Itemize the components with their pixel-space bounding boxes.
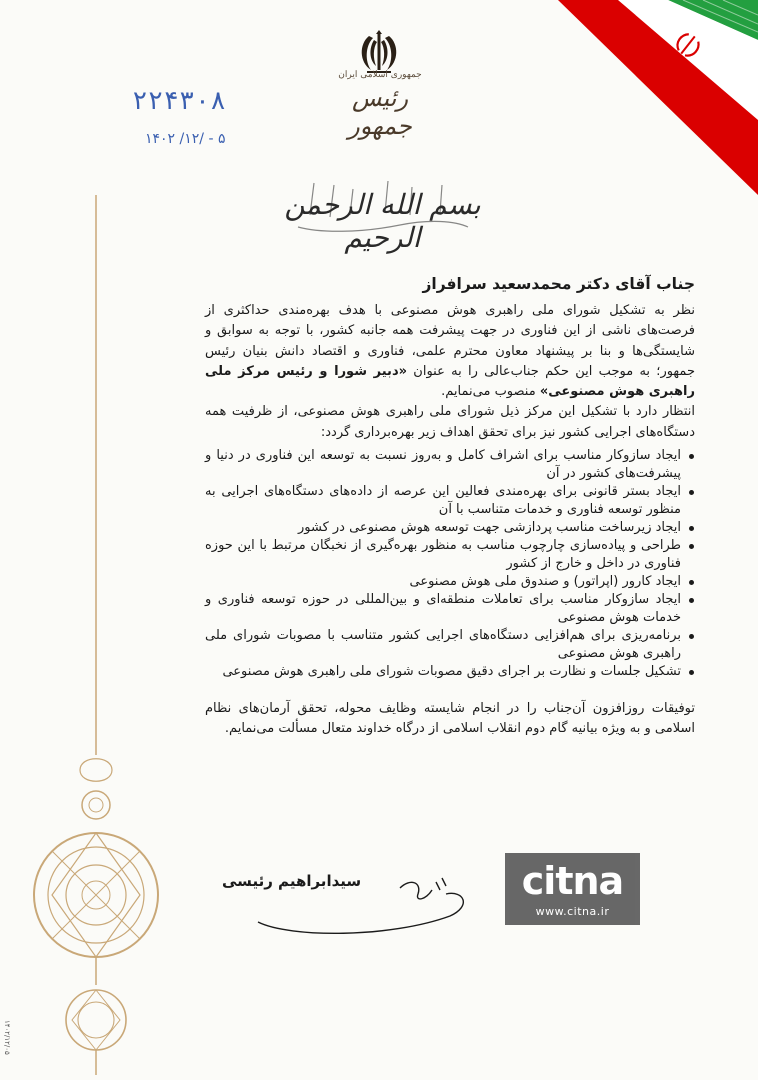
citna-logo: citna — [521, 859, 624, 903]
goal-item: تشکیل جلسات و نظارت بر اجرای دقیق مصوبات شورای ملی راهبری هوش مصنوعی — [205, 663, 681, 681]
closing-paragraph: توفیقات روزافزون آن‌جناب را در انجام شایسته وظایف محوله، تحقق آرمان‌های نظام اسلامی و به ویژه بیانیه گام دوم انقلاب اسلامی از درگاه خداوند متعال مسألت می‌نمایم. — [205, 701, 695, 737]
goal-item: برنامه‌ریزی برای هم‌افزایی دستگاه‌های اجرایی کشور متناسب با مصوبات شورای ملی راهبری هوش مصنوعی — [205, 628, 681, 662]
goal-item: طراحی و پیاده‌سازی چارچوب مناسب به منظور بهره‌گیری از نخبگان مرتبط با این حوزه فناوری در داخل و خارج از کشور — [205, 538, 681, 572]
president-title: رئیس جمهور — [348, 84, 412, 140]
goal-item: ایجاد کارور (اپراتور) و صندوق ملی هوش مصنوعی — [205, 573, 681, 591]
goal-item: ایجاد زیرساخت مناسب پردازشی جهت توسعه هوش مصنوعی در کشور — [205, 519, 681, 537]
decorative-ornament-icon — [20, 195, 170, 1075]
goal-item: ایجاد سازوکار مناسب برای تعاملات منطقه‌ای و بین‌المللی در حوزه توسعه فناوری و خدمات هوش مصنوعی — [205, 592, 681, 626]
paragraph-1 — [205, 301, 695, 402]
iran-flag-ribbon — [558, 0, 758, 200]
appointment-title: «دبیر شورا و رئیس مرکز ملی راهبری هوش مصنوعی» — [205, 363, 695, 400]
citna-watermark — [505, 853, 640, 925]
paragraph-2: انتظار دارد با تشکیل این مرکز ذیل شورای ملی راهبری هوش مصنوعی، از ظرفیت همه دستگاه‌های اجرایی کشور نیز برای تحقق اهداف زیر بهره‌برداری گردد: — [205, 404, 695, 440]
paragraph-1-end: منصوب می‌نمایم. — [441, 384, 536, 400]
goal-item: ایجاد بستر قانونی برای بهره‌مندی فعالین این عرصه از داده‌های دستگاه‌های اجرایی به منظور توسعه فناوری و خدمات متناسب با آن — [205, 484, 681, 518]
goals-list — [205, 447, 695, 681]
paragraph-1-text: نظر به تشکیل شورای ملی راهبری هوش مصنوعی با هدف بهره‌مندی حداکثری از فرصت‌های ناشی از این فناوری در جهت پیشرفت همه جانبه کشور، با توجه به سوابق و شایستگی‌ها و بنا بر پیشنهاد معاون محترم علمی، فناوری و اقتصاد دانش بنیان رئیس جمهور؛ به موجب این حکم جناب‌عالی را به عنوان — [205, 303, 695, 379]
side-code: ۱۴۰۲/۱۲/۰۵ — [3, 1020, 11, 1055]
goal-item: ایجاد سازوکار مناسب برای اشراف کامل و به‌روز نسبت به توسعه این فناوری در دنیا و پیشرفت‌های کشور در آن — [205, 448, 681, 482]
signer-name: سیدابراهیم رئیسی — [222, 872, 362, 890]
basmala: بسم الله الرحمن الرحیم — [284, 188, 481, 254]
recipient-line: جناب آقای دکتر محمدسعید سرافراز — [422, 275, 695, 293]
reference-number: ۲۲۴۳۰۸ — [132, 86, 226, 116]
letter-body — [205, 275, 695, 740]
citna-url: www.citna.ir — [535, 905, 610, 918]
government-line: جمهوری اسلامی ایران — [338, 70, 422, 80]
reference-date: ۱۴۰۲ /۱۲/ - ۵ — [145, 131, 226, 147]
